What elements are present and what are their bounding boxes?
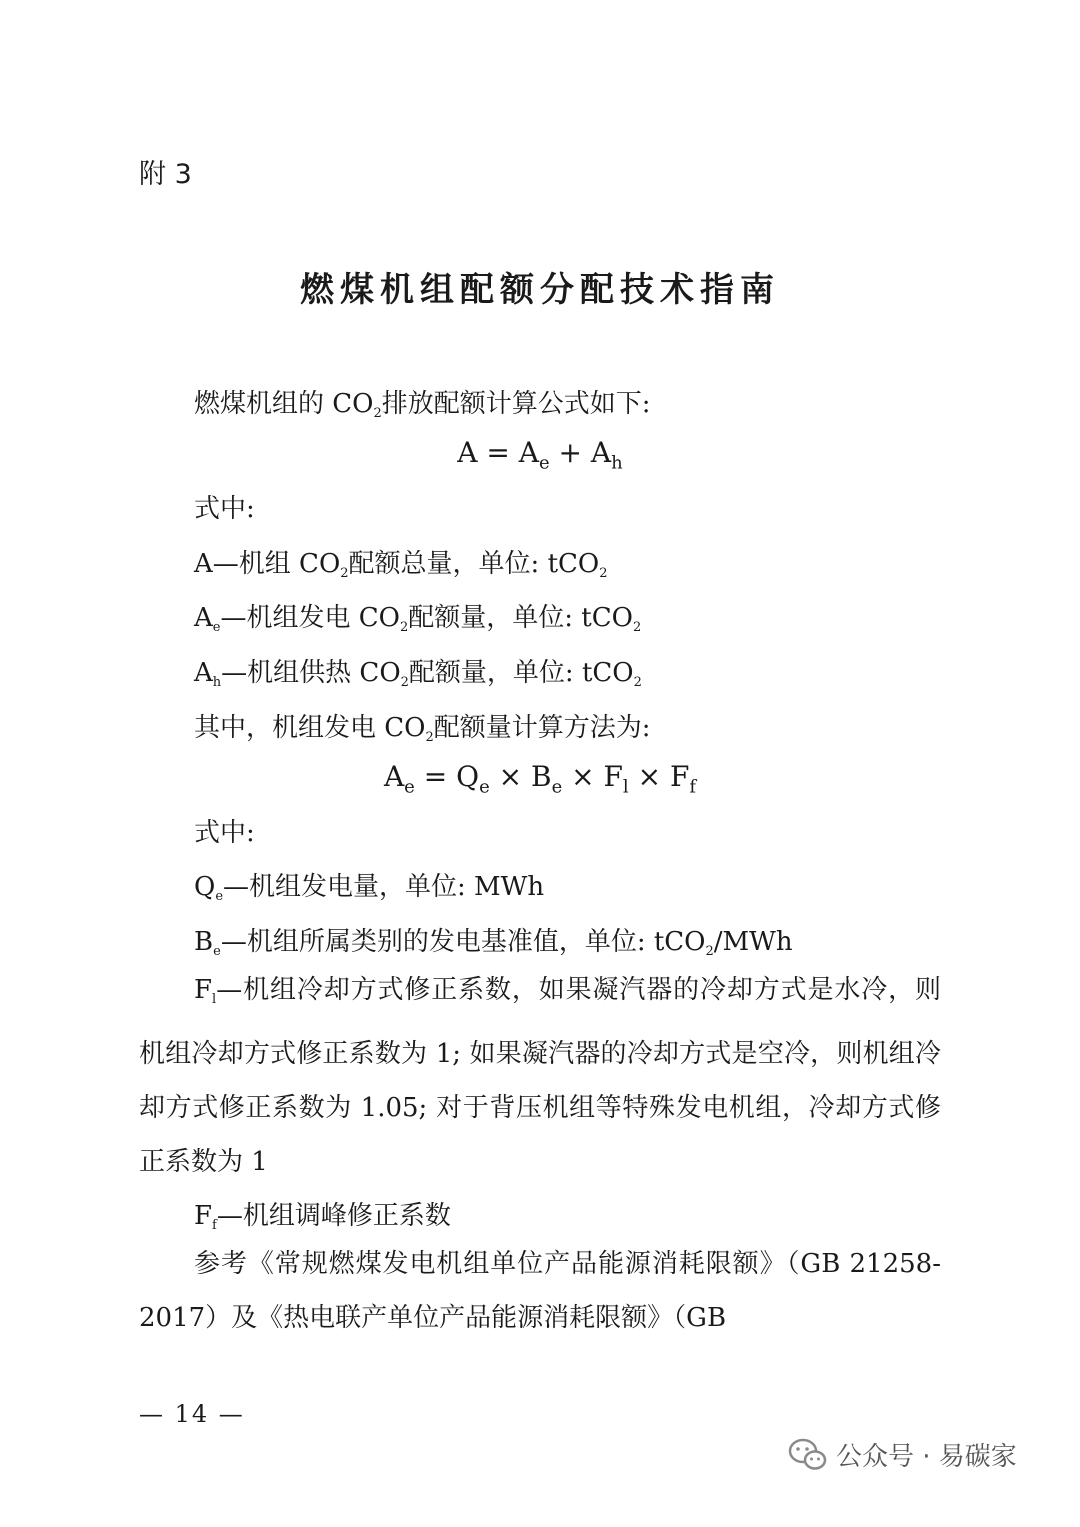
- intro-line: 燃煤机组的 CO2排放配额计算公式如下:: [194, 389, 651, 421]
- where-label-2: 式中:: [194, 818, 255, 848]
- page-title: 燃煤机组配额分配技术指南: [300, 270, 780, 310]
- definition-fl-paragraph: Fl—机组冷却方式修正系数，如果凝汽器的冷却方式是水冷，则机组冷却方式修正系数为 1; 如果凝汽器的冷却方式是空冷，则机组冷却方式修正系数为 1.05; 对于背压机组等特殊发电机组，冷却方式修正系数为 1: [139, 975, 941, 1177]
- definition-ff: Ff—机组调峰修正系数: [194, 1201, 451, 1233]
- definition-ae: Ae—机组发电 CO2配额量，单位: tCO2: [194, 603, 642, 635]
- formula-power: $A_e = Q_e \times B_e \times F_l \times F_f$: [383, 760, 697, 798]
- reference-paragraph: 参考《常规燃煤发电机组单位产品能源消耗限额》（GB 21258-2017）及《热电联产单位产品能源消耗限额》（GB: [139, 1249, 941, 1333]
- watermark: [788, 1436, 1017, 1473]
- definition-be: Be—机组所属类别的发电基准值，单位: tCO2/MWh: [194, 927, 793, 959]
- formula-total: $A = A_e + A_h$: [457, 436, 623, 474]
- watermark-text: 公众号 · 易碳家: [836, 1442, 1017, 1472]
- definition-a: A—机组 CO2配额总量，单位: tCO2: [194, 549, 608, 581]
- method-line: 其中，机组发电 CO2配额量计算方法为:: [194, 713, 651, 745]
- wechat-icon: [788, 1437, 828, 1473]
- attachment-label: 附 3: [139, 159, 192, 190]
- definition-qe: Qe—机组发电量，单位: MWh: [194, 872, 545, 904]
- page-number: — 14 —: [139, 1400, 245, 1428]
- definition-ah: Ah—机组供热 CO2配额量，单位: tCO2: [194, 658, 642, 690]
- where-label: 式中:: [194, 494, 255, 524]
